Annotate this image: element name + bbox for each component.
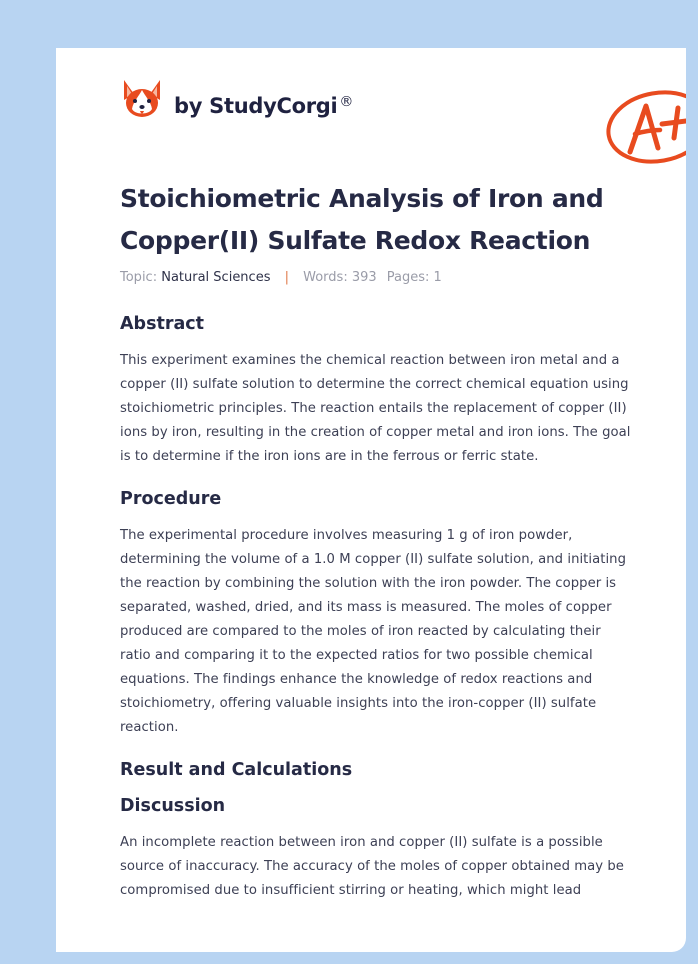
abstract-heading: Abstract: [120, 314, 205, 334]
page-count: Pages: 1: [386, 270, 442, 285]
a-plus-grade-icon: [602, 86, 686, 168]
header: [120, 76, 640, 146]
grade-badge-text: A+: [602, 86, 604, 87]
document-meta: [120, 270, 634, 290]
registered-mark: ®: [339, 94, 354, 110]
word-count: Words: 393: [303, 270, 377, 285]
corgi-logo-icon[interactable]: [120, 76, 164, 120]
document-content: [120, 178, 634, 903]
meta-separator: |: [284, 270, 289, 285]
discussion-text: An incomplete reaction between iron and copper (II) sulfate is a possible source of inaccuracy. The accuracy of the moles of copper obtained may be compromised due to insufficient stirring or heating, which might lead: [120, 835, 624, 898]
brand-text: by StudyCorgi: [174, 94, 338, 118]
results-heading: Result and Calculations: [120, 760, 353, 780]
abstract-text: This experiment examines the chemical reaction between iron metal and a copper (II) sulfate solution to determine the correct chemical equation using stoichiometric principles. The reaction entails the replacement of copper (II) ions by iron, resulting in the creation of copper metal and iron ions. The goal is to determine if the iron ions are in the ferrous or ferric state.: [120, 353, 631, 464]
document-title: Stoichiometric Analysis of Iron and Copper(II) Sulfate Redox Reaction: [120, 184, 604, 255]
procedure-text: The experimental procedure involves measuring 1 g of iron powder, determining the volume of a 1.0 M copper (II) sulfate solution, and initiating the reaction by combining the solution with the iron powder. The copper is separated, washed, dried, and its mass is measured. The moles of copper produced are compared to the moles of iron reacted by calculating their ratio and comparing it to the expected ratios for two possible chemical equations. The findings enhance the knowledge of redox reactions and stoichiometry, offering valuable insights into the iron-copper (II) sulfate reaction.: [120, 528, 627, 735]
topic-link[interactable]: Natural Sciences: [161, 270, 271, 285]
brand-name[interactable]: [174, 94, 353, 118]
procedure-heading: Procedure: [120, 489, 222, 509]
document-page: [56, 48, 686, 952]
topic-label: Topic:: [120, 270, 158, 285]
discussion-heading: Discussion: [120, 796, 226, 816]
